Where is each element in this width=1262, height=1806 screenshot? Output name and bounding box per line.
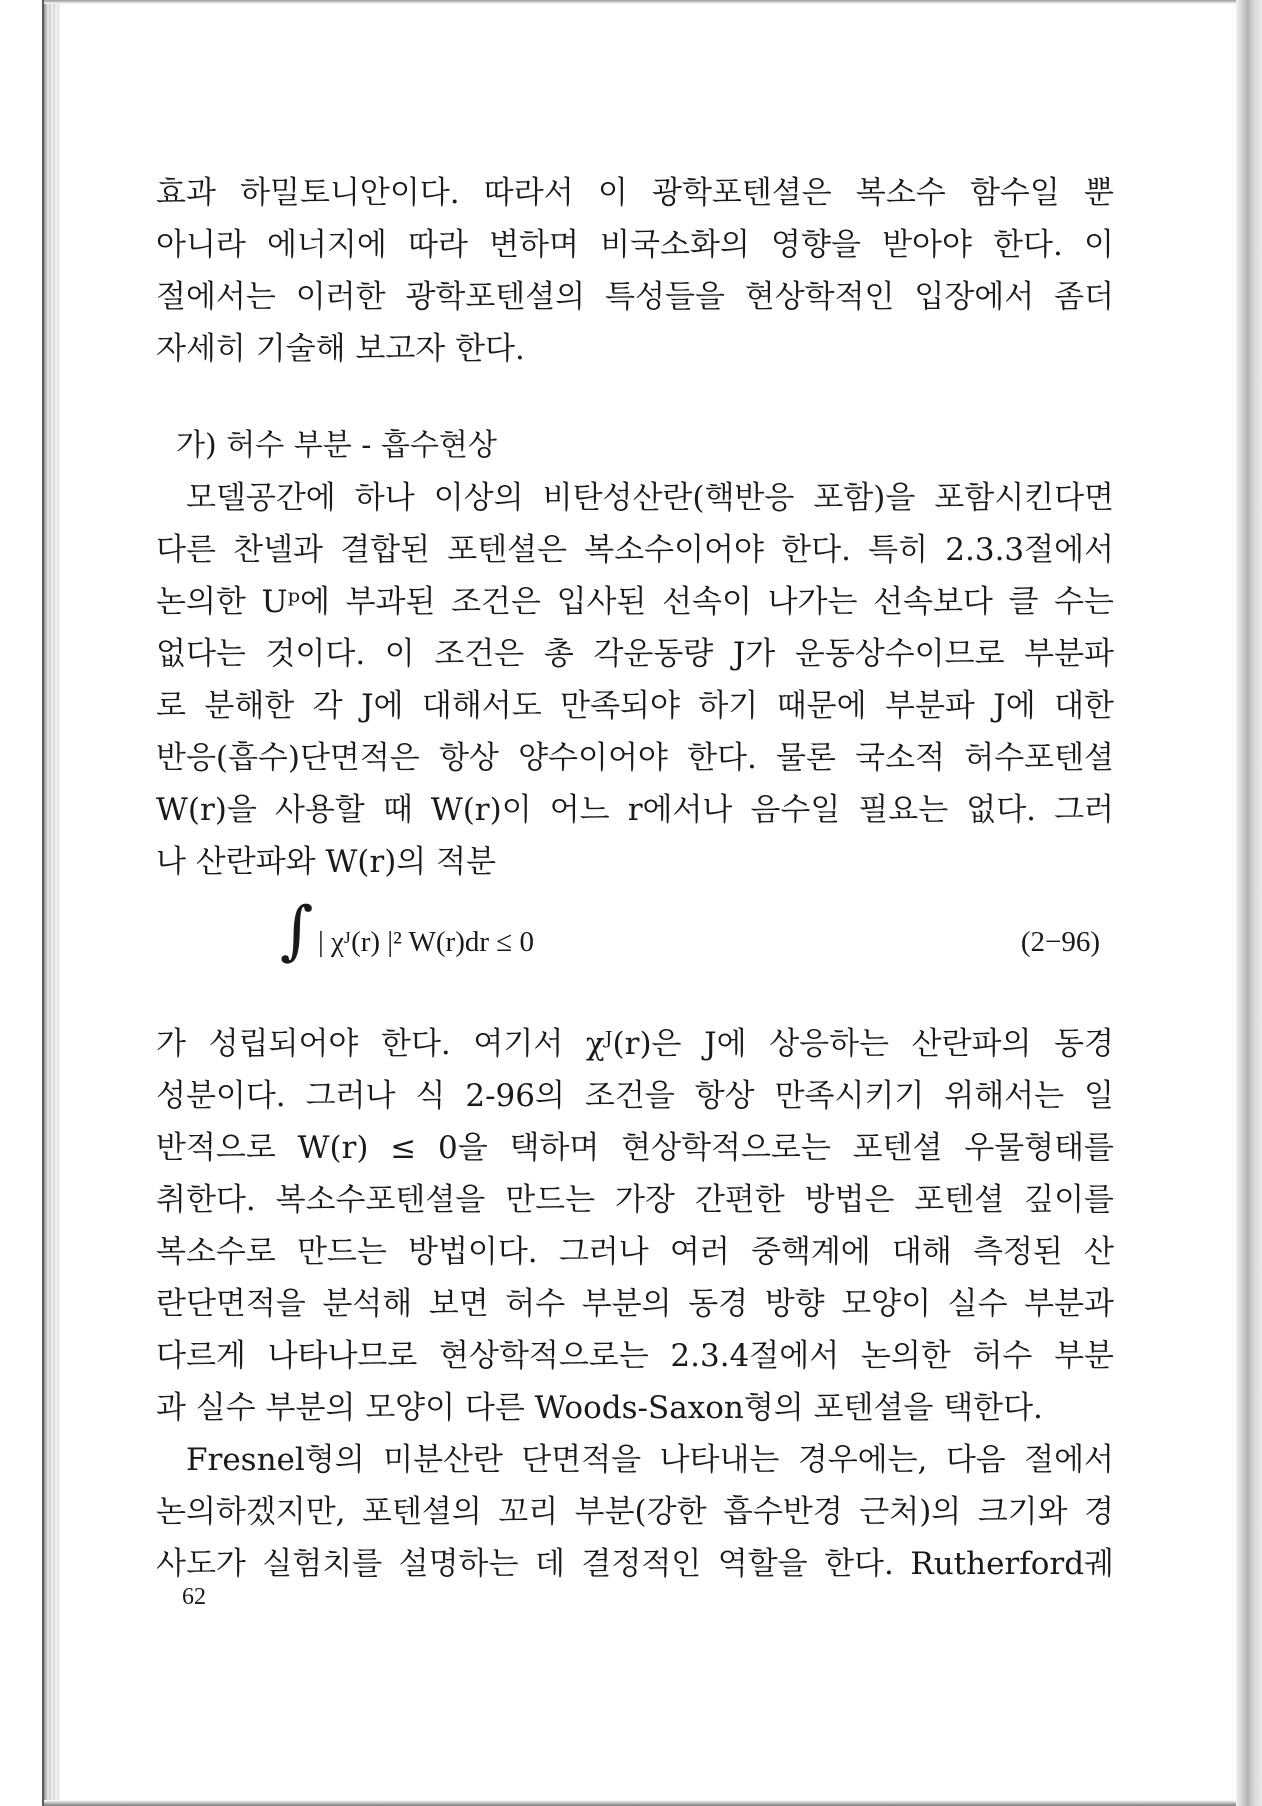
text-line: 복소수로 만드는 방법이다. 그러나 여러 중핵계에 대해 측정된 산 — [156, 1234, 1114, 1270]
text-line: 로 분해한 각 J에 대해서도 만족되야 하기 때문에 부분파 J에 대한 — [156, 688, 1114, 724]
text-line: 나 산란파와 W(r)의 적분 — [156, 844, 496, 880]
section-heading: 가) 허수 부분 - 흡수현상 — [176, 428, 497, 463]
equation-2-96 — [280, 894, 1100, 980]
text-line: 반적으로 W(r) ≤ 0을 택하며 현상학적으로는 포텐셜 우물형태를 — [156, 1130, 1114, 1166]
text-line: 모델공간에 하나 이상의 비탄성산란(핵반응 포함)을 포함시킨다면 — [186, 480, 1114, 516]
text-line: 절에서는 이러한 광학포텐셜의 특성들을 현상학적인 입장에서 좀더 — [156, 279, 1114, 315]
page-stack-left — [44, 4, 60, 1802]
paragraph-imaginary-part — [156, 472, 1114, 888]
equation-body: | χᴶ(r) |² W(r)dr ≤ 0 — [318, 926, 534, 958]
text-line: 성분이다. 그러나 식 2-96의 조건을 항상 만족시키기 위해서는 일 — [156, 1078, 1114, 1114]
text-line: 취한다. 복소수포텐셜을 만드는 가장 간편한 방법은 포텐셜 깊이를 — [156, 1182, 1114, 1218]
text-line: 반응(흡수)단면적은 항상 양수이어야 한다. 물론 국소적 허수포텐셜 — [156, 740, 1114, 776]
text-line: 란단면적을 분석해 보면 허수 부분의 동경 방향 모양이 실수 부분과 — [156, 1286, 1114, 1322]
text-line: 없다는 것이다. 이 조건은 총 각운동량 J가 운동상수이므로 부분파 — [156, 636, 1114, 672]
text-line: 사도가 실험치를 설명하는 데 결정적인 역할을 한다. Rutherford궤 — [156, 1546, 1114, 1582]
text-line: Fresnel형의 미분산란 단면적을 나타내는 경우에는, 다음 절에서 — [186, 1442, 1114, 1478]
text-line: 아니라 에너지에 따라 변하며 비국소화의 영향을 받아야 한다. 이 — [156, 227, 1114, 263]
text-line: 효과 하밀토니안이다. 따라서 이 광학포텐셜은 복소수 함수일 뿐 — [156, 175, 1114, 211]
intro-paragraph — [156, 167, 1114, 375]
text-line: 자세히 기술해 보고자 한다. — [156, 331, 525, 367]
text-line: 과 실수 부분의 모양이 다른 Woods-Saxon형의 포텐셜을 택한다. — [156, 1390, 1043, 1426]
page-bottom-edge — [44, 1800, 1236, 1806]
text-line: W(r)을 사용할 때 W(r)이 어느 r에서나 음수일 필요는 없다. 그러 — [156, 792, 1114, 828]
text-line: 다르게 나타나므로 현상학적으로는 2.3.4절에서 논의한 허수 부분 — [156, 1338, 1114, 1374]
text-line: 다른 찬넬과 결합된 포텐셜은 복소수이어야 한다. 특히 2.3.3절에서 — [156, 532, 1114, 568]
paragraph-fresnel — [156, 1434, 1114, 1590]
page-stack-right — [1236, 0, 1262, 1806]
text-line: 논의하겠지만, 포텐셜의 꼬리 부분(강한 흡수반경 근처)의 크기와 경 — [156, 1494, 1114, 1530]
integral-symbol: ∫ — [280, 894, 314, 968]
page-number: 62 — [182, 1584, 206, 1610]
paragraph-condition — [156, 1018, 1114, 1434]
equation-number: (2−96) — [1020, 926, 1100, 958]
text-line: 논의한 Uᵖ에 부과된 조건은 입사된 선속이 나가는 선속보다 클 수는 — [156, 584, 1114, 620]
text-line: 가 성립되어야 한다. 여기서 χᴶ(r)은 J에 상응하는 산란파의 동경 — [156, 1026, 1114, 1062]
